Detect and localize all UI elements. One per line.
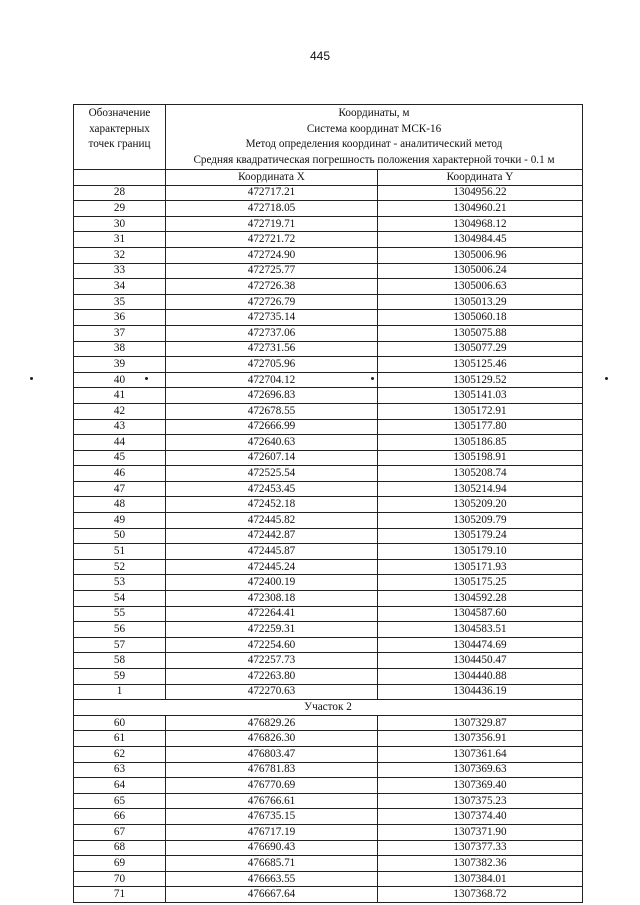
table-row: [74, 357, 583, 373]
table-row: [74, 669, 583, 685]
coord-x-cell: 476829.26: [166, 715, 378, 731]
coord-y-cell: 1305006.96: [378, 247, 583, 263]
coord-x-cell: 476766.61: [166, 793, 378, 809]
table-row: [74, 606, 583, 622]
coord-x-cell: 472308.18: [166, 591, 378, 607]
coord-y-cell: 1304436.19: [378, 684, 583, 700]
point-id-cell: 63: [74, 762, 166, 778]
table-row: [74, 247, 583, 263]
scan-dot: [145, 377, 148, 380]
coord-x-cell: 472452.18: [166, 497, 378, 513]
coord-x-cell: 476685.71: [166, 856, 378, 872]
table-row: [74, 856, 583, 872]
table-row: [74, 185, 583, 201]
table-row: [74, 232, 583, 248]
point-id-cell: 70: [74, 871, 166, 887]
coord-x-cell: 476717.19: [166, 824, 378, 840]
coord-x-cell: 472705.96: [166, 357, 378, 373]
point-id-cell: 49: [74, 513, 166, 529]
table-row: [74, 840, 583, 856]
coord-y-cell: 1307356.91: [378, 731, 583, 747]
coordinates-header-cell: [166, 105, 583, 170]
column-header-row: [74, 170, 583, 186]
table-row: [74, 466, 583, 482]
coords-header-precision: Средняя квадратическая погрешность положения характерной точки - 0.1 м: [193, 153, 555, 166]
point-id-cell: 41: [74, 388, 166, 404]
table-row: [74, 528, 583, 544]
coord-y-cell: 1304968.12: [378, 216, 583, 232]
coord-y-cell: 1305077.29: [378, 341, 583, 357]
coord-x-cell: 476690.43: [166, 840, 378, 856]
coords-header-method: Метод определения координат - аналитический метод: [245, 138, 503, 150]
coord-y-cell: 1307382.36: [378, 856, 583, 872]
coord-x-cell: 472717.21: [166, 185, 378, 201]
coord-x-cell: 472726.38: [166, 279, 378, 295]
coord-x-cell: 476803.47: [166, 746, 378, 762]
coord-x-cell: 472525.54: [166, 466, 378, 482]
section-label: Участок 2: [74, 700, 583, 716]
coord-y-cell: 1307368.72: [378, 887, 583, 903]
scan-dot: [371, 377, 374, 380]
coord-y-cell: 1305060.18: [378, 310, 583, 326]
coordinates-table-body: [74, 105, 583, 903]
table-row: [74, 731, 583, 747]
table-row: [74, 887, 583, 903]
coord-y-cell: 1305141.03: [378, 388, 583, 404]
table-row: [74, 778, 583, 794]
table-row: [74, 450, 583, 466]
table-row: [74, 591, 583, 607]
table-row: [74, 263, 583, 279]
table-row: [74, 372, 583, 388]
point-id-cell: 47: [74, 481, 166, 497]
point-id-cell: 71: [74, 887, 166, 903]
coord-y-cell: 1305179.24: [378, 528, 583, 544]
coord-y-cell: 1305006.63: [378, 279, 583, 295]
coord-y-cell: 1305075.88: [378, 325, 583, 341]
table-row: [74, 419, 583, 435]
table-row: [74, 575, 583, 591]
point-id-cell: 55: [74, 606, 166, 622]
table-row: [74, 403, 583, 419]
point-id-cell: 68: [74, 840, 166, 856]
table-row: [74, 684, 583, 700]
point-id-cell: 40: [74, 372, 166, 388]
coords-header-title: Координаты, м: [338, 107, 410, 119]
coord-y-cell: 1307369.40: [378, 778, 583, 794]
coord-y-cell: 1307371.90: [378, 824, 583, 840]
table-row: [74, 481, 583, 497]
coord-x-cell: 476735.15: [166, 809, 378, 825]
table-row: [74, 809, 583, 825]
coord-y-cell: 1305177.80: [378, 419, 583, 435]
points-header-line: Обозначение: [88, 107, 151, 119]
coord-x-cell: 476781.83: [166, 762, 378, 778]
point-id-cell: 37: [74, 325, 166, 341]
coord-x-cell: 472719.71: [166, 216, 378, 232]
coord-y-cell: 1305214.94: [378, 481, 583, 497]
scan-dot: [30, 377, 33, 380]
coord-x-cell: 472678.55: [166, 403, 378, 419]
coord-y-cell: 1304592.28: [378, 591, 583, 607]
point-id-cell: 53: [74, 575, 166, 591]
table-row: [74, 653, 583, 669]
coord-y-cell: 1305172.91: [378, 403, 583, 419]
table-row: [74, 435, 583, 451]
point-id-cell: 39: [74, 357, 166, 373]
coord-x-cell: 476667.64: [166, 887, 378, 903]
coord-y-cell: 1304984.45: [378, 232, 583, 248]
point-id-cell: 59: [74, 669, 166, 685]
coord-x-cell: 472445.87: [166, 544, 378, 560]
table-row: [74, 325, 583, 341]
point-id-cell: 28: [74, 185, 166, 201]
point-id-cell: 42: [74, 403, 166, 419]
table-row: [74, 793, 583, 809]
coord-y-cell: 1305209.79: [378, 513, 583, 529]
coord-y-cell: 1305006.24: [378, 263, 583, 279]
table-header-row: [74, 105, 583, 170]
table-row: [74, 715, 583, 731]
points-header-line: точек границ: [88, 138, 151, 150]
table-row: [74, 388, 583, 404]
table-row: [74, 544, 583, 560]
coord-x-cell: 472445.82: [166, 513, 378, 529]
coord-y-cell: 1305175.25: [378, 575, 583, 591]
coord-x-cell: 472257.73: [166, 653, 378, 669]
coord-x-cell: 472259.31: [166, 622, 378, 638]
coord-x-cell: 472724.90: [166, 247, 378, 263]
point-id-cell: 62: [74, 746, 166, 762]
coord-x-cell: 472445.24: [166, 559, 378, 575]
table-row: [74, 637, 583, 653]
coord-y-cell: 1307384.01: [378, 871, 583, 887]
point-id-cell: 31: [74, 232, 166, 248]
coord-y-cell: 1307329.87: [378, 715, 583, 731]
coord-x-cell: 472725.77: [166, 263, 378, 279]
scan-dot: [605, 377, 608, 380]
points-header-line: характерных: [89, 122, 150, 135]
point-id-cell: 56: [74, 622, 166, 638]
coord-x-cell: 472270.63: [166, 684, 378, 700]
coord-x-cell: 472263.80: [166, 669, 378, 685]
point-id-cell: 43: [74, 419, 166, 435]
point-id-cell: 64: [74, 778, 166, 794]
coord-y-cell: 1305171.93: [378, 559, 583, 575]
point-id-cell: 50: [74, 528, 166, 544]
page-number: 445: [309, 49, 331, 63]
coord-x-cell: 472442.87: [166, 528, 378, 544]
table-row: [74, 341, 583, 357]
table-row: [74, 279, 583, 295]
point-id-cell: 33: [74, 263, 166, 279]
column-header-y: Координата Y: [378, 170, 583, 186]
coord-y-cell: 1304440.88: [378, 669, 583, 685]
column-header-x: Координата X: [166, 170, 378, 186]
point-id-cell: 61: [74, 731, 166, 747]
coordinates-table: [73, 104, 583, 903]
coord-y-cell: 1307369.63: [378, 762, 583, 778]
coord-y-cell: 1304583.51: [378, 622, 583, 638]
table-row: [74, 310, 583, 326]
point-id-cell: 44: [74, 435, 166, 451]
table-row: [74, 871, 583, 887]
point-id-cell: 69: [74, 856, 166, 872]
coord-y-cell: 1307361.64: [378, 746, 583, 762]
coord-x-cell: 472704.12: [166, 372, 378, 388]
point-id-cell: 29: [74, 201, 166, 217]
point-id-cell: 60: [74, 715, 166, 731]
point-id-cell: 38: [74, 341, 166, 357]
coord-y-cell: 1305186.85: [378, 435, 583, 451]
points-header-cell: [74, 105, 166, 170]
table-row: [74, 294, 583, 310]
point-id-cell: 65: [74, 793, 166, 809]
coord-x-cell: 472735.14: [166, 310, 378, 326]
coord-y-cell: 1305208.74: [378, 466, 583, 482]
point-id-cell: 52: [74, 559, 166, 575]
point-id-cell: 45: [74, 450, 166, 466]
coord-y-cell: 1304474.69: [378, 637, 583, 653]
coord-x-cell: 472254.60: [166, 637, 378, 653]
point-id-cell: 1: [74, 684, 166, 700]
table-row: [74, 622, 583, 638]
point-id-cell: 54: [74, 591, 166, 607]
table-row: [74, 513, 583, 529]
table-row: [74, 201, 583, 217]
coord-y-cell: 1304587.60: [378, 606, 583, 622]
coord-y-cell: 1305129.52: [378, 372, 583, 388]
coord-x-cell: 472726.79: [166, 294, 378, 310]
table-row: [74, 216, 583, 232]
point-id-cell: 58: [74, 653, 166, 669]
coord-y-cell: 1307374.40: [378, 809, 583, 825]
coord-x-cell: 472696.83: [166, 388, 378, 404]
point-id-cell: 32: [74, 247, 166, 263]
coord-y-cell: 1305179.10: [378, 544, 583, 560]
coords-header-system: Система координат МСК-16: [306, 122, 442, 135]
coord-x-cell: 472721.72: [166, 232, 378, 248]
point-id-cell: 51: [74, 544, 166, 560]
table-row: [74, 824, 583, 840]
coord-x-cell: 472453.45: [166, 481, 378, 497]
coord-x-cell: 472400.19: [166, 575, 378, 591]
coord-x-cell: 472718.05: [166, 201, 378, 217]
coord-y-cell: 1305013.29: [378, 294, 583, 310]
empty-header-cell: [74, 170, 166, 186]
point-id-cell: 46: [74, 466, 166, 482]
point-id-cell: 57: [74, 637, 166, 653]
point-id-cell: 66: [74, 809, 166, 825]
coord-y-cell: 1305209.20: [378, 497, 583, 513]
coord-x-cell: 472737.06: [166, 325, 378, 341]
coord-x-cell: 472640.63: [166, 435, 378, 451]
coord-y-cell: 1304960.21: [378, 201, 583, 217]
coord-x-cell: 472264.41: [166, 606, 378, 622]
coord-y-cell: 1305125.46: [378, 357, 583, 373]
point-id-cell: 35: [74, 294, 166, 310]
table-row: [74, 497, 583, 513]
table-row: [74, 559, 583, 575]
point-id-cell: 48: [74, 497, 166, 513]
coord-y-cell: 1307375.23: [378, 793, 583, 809]
section-row: [74, 700, 583, 716]
table-row: [74, 746, 583, 762]
point-id-cell: 30: [74, 216, 166, 232]
coord-x-cell: 472607.14: [166, 450, 378, 466]
point-id-cell: 67: [74, 824, 166, 840]
coord-y-cell: 1307377.33: [378, 840, 583, 856]
coord-x-cell: 472666.99: [166, 419, 378, 435]
coord-x-cell: 472731.56: [166, 341, 378, 357]
coord-x-cell: 476826.30: [166, 731, 378, 747]
table-row: [74, 762, 583, 778]
coord-y-cell: 1304450.47: [378, 653, 583, 669]
coord-x-cell: 476663.55: [166, 871, 378, 887]
point-id-cell: 34: [74, 279, 166, 295]
coord-y-cell: 1305198.91: [378, 450, 583, 466]
coord-x-cell: 476770.69: [166, 778, 378, 794]
coord-y-cell: 1304956.22: [378, 185, 583, 201]
point-id-cell: 36: [74, 310, 166, 326]
